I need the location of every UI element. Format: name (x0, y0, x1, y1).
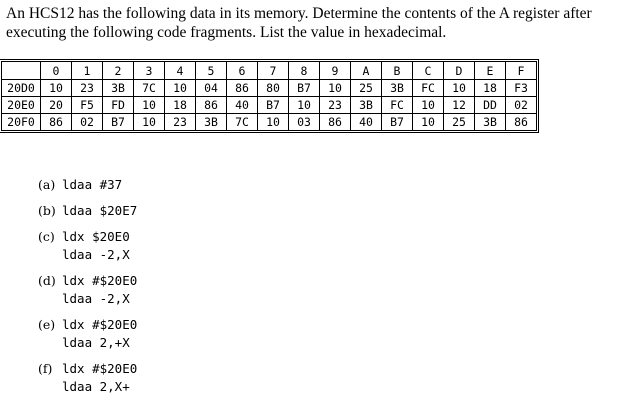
memory-table (1, 61, 537, 131)
code-text: ldx $20E0 (62, 229, 130, 244)
fragment-label: (c) (38, 229, 55, 244)
column-header: E (475, 62, 506, 80)
memory-cell: B7 (103, 114, 134, 131)
row-address: 20E0 (2, 97, 41, 114)
memory-cell: 12 (444, 97, 475, 114)
column-header: 5 (196, 62, 227, 80)
column-header: 6 (227, 62, 258, 80)
table-row (2, 80, 537, 97)
table-row (2, 97, 537, 114)
code-text: ldaa $20E7 (62, 203, 138, 218)
memory-cell: 80 (258, 80, 289, 97)
memory-cell: 23 (320, 97, 351, 114)
memory-cell: 10 (134, 114, 165, 131)
code-fragment (38, 228, 137, 264)
memory-cell: 10 (258, 114, 289, 131)
fragment-label: (b) (38, 203, 56, 218)
column-header: A (351, 62, 382, 80)
column-header: B (382, 62, 413, 80)
fragment-label: (a) (38, 177, 56, 192)
code-fragments (38, 176, 137, 404)
memory-cell: 10 (320, 80, 351, 97)
memory-cell: FC (413, 80, 444, 97)
memory-cell: 10 (289, 97, 320, 114)
memory-table-container (1, 61, 537, 131)
code-line (38, 316, 137, 334)
table-header-row (2, 62, 537, 80)
memory-cell: 25 (351, 80, 382, 97)
column-header: 9 (320, 62, 351, 80)
column-header: C (413, 62, 444, 80)
memory-cell: DD (475, 97, 506, 114)
memory-cell: F5 (72, 97, 103, 114)
memory-cell: B7 (289, 80, 320, 97)
code-text: ldx #$20E0 (62, 317, 138, 332)
memory-cell: 02 (72, 114, 103, 131)
memory-cell: 7C (134, 80, 165, 97)
column-header: 4 (165, 62, 196, 80)
memory-cell: 10 (413, 97, 444, 114)
code-line (38, 228, 137, 246)
row-address: 20F0 (2, 114, 41, 131)
memory-cell: 10 (413, 114, 444, 131)
memory-cell: 10 (134, 97, 165, 114)
column-header: 7 (258, 62, 289, 80)
memory-cell: B7 (258, 97, 289, 114)
memory-cell: 40 (351, 114, 382, 131)
code-line (38, 246, 137, 264)
fragment-label: (d) (38, 273, 56, 288)
code-line (38, 272, 137, 290)
memory-cell: 25 (444, 114, 475, 131)
column-header: 0 (41, 62, 72, 80)
memory-cell: 10 (444, 80, 475, 97)
column-header: 1 (72, 62, 103, 80)
memory-cell: 86 (227, 80, 258, 97)
memory-cell: F3 (506, 80, 537, 97)
memory-cell: 3B (351, 97, 382, 114)
code-text: ldaa 2,+X (62, 335, 130, 350)
column-header: 8 (289, 62, 320, 80)
code-fragment (38, 360, 137, 396)
memory-cell: 7C (227, 114, 258, 131)
memory-cell: 86 (506, 114, 537, 131)
code-line (38, 334, 137, 352)
question-text: An HCS12 has the following data in its memory. Determine the contents of the A register after executing the following code fragments. List the value in hexadecimal. (6, 5, 592, 41)
fragment-label: (e) (38, 317, 56, 332)
memory-cell: 10 (41, 80, 72, 97)
memory-cell: 23 (165, 114, 196, 131)
code-text: ldx #$20E0 (62, 273, 138, 288)
code-text: ldaa -2,X (62, 247, 130, 262)
memory-cell: 10 (165, 80, 196, 97)
memory-cell: 40 (227, 97, 258, 114)
memory-cell: 23 (72, 80, 103, 97)
code-fragment (38, 272, 137, 308)
column-header: F (506, 62, 537, 80)
memory-cell: 86 (41, 114, 72, 131)
memory-cell: 03 (289, 114, 320, 131)
code-text: ldaa #37 (62, 177, 123, 192)
column-header: D (444, 62, 475, 80)
table-corner-cell (2, 62, 41, 80)
memory-cell: 18 (165, 97, 196, 114)
memory-cell: 18 (475, 80, 506, 97)
memory-cell: 20 (41, 97, 72, 114)
fragment-label: (f) (38, 361, 53, 376)
code-line (38, 202, 137, 220)
code-line (38, 360, 137, 378)
memory-cell: 3B (196, 114, 227, 131)
table-row (2, 114, 537, 131)
code-line (38, 290, 137, 308)
memory-cell: FD (103, 97, 134, 114)
code-fragment (38, 316, 137, 352)
memory-cell: 86 (320, 114, 351, 131)
memory-cell: 04 (196, 80, 227, 97)
code-line (38, 176, 137, 194)
code-text: ldx #$20E0 (62, 361, 138, 376)
code-line (38, 378, 137, 396)
memory-cell: 3B (103, 80, 134, 97)
memory-cell: B7 (382, 114, 413, 131)
code-fragment (38, 176, 137, 194)
memory-cell: 3B (475, 114, 506, 131)
column-header: 3 (134, 62, 165, 80)
row-address: 20D0 (2, 80, 41, 97)
memory-cell: FC (382, 97, 413, 114)
memory-cell: 02 (506, 97, 537, 114)
code-text: ldaa -2,X (62, 291, 130, 306)
memory-cell: 86 (196, 97, 227, 114)
memory-cell: 3B (382, 80, 413, 97)
column-header: 2 (103, 62, 134, 80)
code-fragment (38, 202, 137, 220)
code-text: ldaa 2,X+ (62, 379, 130, 394)
